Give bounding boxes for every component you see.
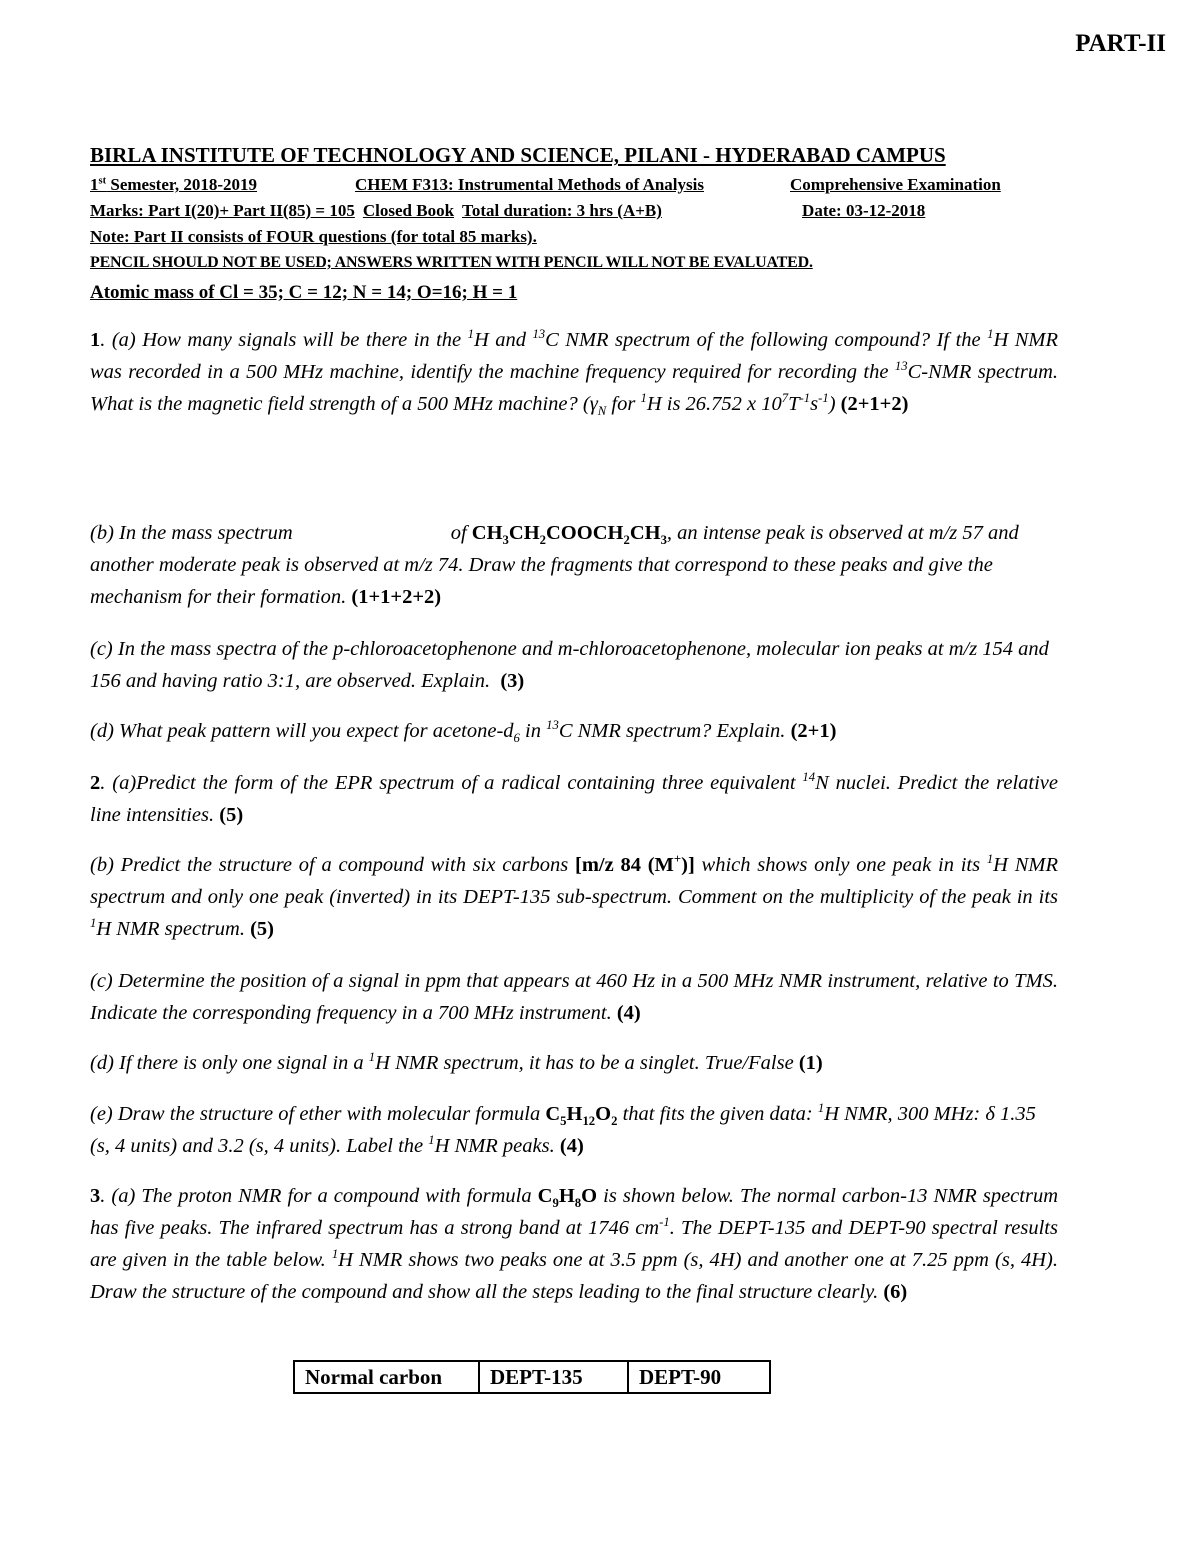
question-1c: (c) In the mass spectra of the p-chloroacetophenone and m-chloroacetophenone, molecular ion peaks at m/z 154 and 156 and having ratio 3:1, are observed. Explain. (3) — [90, 638, 1049, 692]
question-2e: (e) Draw the structure of ether with molecular formula $C_5H_{12}O_2$ that fits the given data: $^1$H NMR, 300 MHz: δ 1.35 (s, 4 units) and 3.2 (s, 4 units). Label the $^1$H NMR peaks. (4) — [90, 1101, 1036, 1157]
marks: Marks: Part I(20)+ Part II(85) = 105 — [90, 201, 355, 220]
question-1a: 1. (a) How many signals will be there in the $^1$H and $^{13}$C NMR spectrum of the following compound? If the $^1$H NMR was recorded in a 500 MHz machine, identify the machine frequency required for recording the $^{13}$C-NMR spectrum. What is the magnetic field strength of a 500 MHz machine? ($\gamma_N$ for $^1$H is 26.752 x $10^7T^{-1}s^{-1}$) (2+1+2) — [90, 327, 1059, 419]
semester-row — [90, 175, 1060, 195]
marks-row — [90, 201, 1060, 221]
part-label: PART-II — [1075, 30, 1166, 57]
closed-book: Closed Book — [362, 201, 455, 220]
question-2d: (d) If there is only one signal in a $^1$H NMR spectrum, it has to be a singlet. True/False (1) — [90, 1050, 823, 1074]
semester: 1st Semester, 2018-2019 — [90, 175, 258, 194]
exam-date: Date: 03-12-2018 — [802, 201, 926, 220]
atomic-mass: Atomic mass of Cl = 35; C = 12; N = 14; O=16; H = 1 — [90, 282, 518, 303]
header-dept-135: DEPT-135 — [479, 1361, 628, 1393]
table-header-row — [294, 1361, 770, 1393]
course-title: CHEM F313: Instrumental Methods of Analysis — [355, 175, 704, 194]
question-3a: 3. (a) The proton NMR for a compound with formula $C_9H_8O$ is shown below. The normal carbon-13 NMR spectrum has five peaks. The infrared spectrum has a strong band at 1746 $cm^{-1}$. The DEPT-135 and DEPT-90 spectral results are given in the table below. $^1$H NMR shows two peaks one at 3.5 ppm (s, 4H) and another one at 7.25 ppm (s, 4H). Draw the structure of the compound and show all the steps leading to the final structure clearly. (6) — [90, 1185, 1059, 1303]
header-normal-carbon: Normal carbon — [294, 1361, 479, 1393]
question-2b: (b) Predict the structure of a compound with six carbons [m/z 84 (M+)] which shows only one peak in its $^1$H NMR spectrum and only one peak (inverted) in its DEPT-135 sub-spectrum. Comment on the multiplicity of the peak in its $^1$H NMR spectrum. (5) — [90, 852, 1058, 940]
pencil-warning: PENCIL SHOULD NOT BE USED; ANSWERS WRITTEN WITH PENCIL WILL NOT BE EVALUATED. — [90, 254, 813, 271]
dept-table — [293, 1360, 771, 1394]
exam-type: Comprehensive Examination — [790, 175, 1001, 194]
question-1d: (d) What peak pattern will you expect for acetone-$d_6$ in $^{13}$C NMR spectrum? Explain. (2+1) — [90, 718, 837, 746]
header-dept-90: DEPT-90 — [628, 1361, 770, 1393]
duration: Total duration: 3 hrs (A+B) — [462, 201, 662, 220]
question-2c: (c) Determine the position of a signal in ppm that appears at 460 Hz in a 500 MHz NMR instrument, relative to TMS. Indicate the corresponding frequency in a 700 MHz instrument. (4) — [90, 970, 1058, 1024]
institute-title: BIRLA INSTITUTE OF TECHNOLOGY AND SCIENCE, PILANI - HYDERABAD CAMPUS — [90, 143, 946, 167]
question-1b: (b) In the mass spectrum of $CH_3CH_2COOCH_2CH_3$, an intense peak is observed at m/z 57 and another moderate peak is observed at m/z 74. Draw the fragments that correspond to these peaks and give the mechanism for their formation. (1+1+2+2) — [90, 522, 1019, 608]
question-2a: 2. (a)Predict the form of the EPR spectrum of a radical containing three equivalent $^{14}$N nuclei. Predict the relative line intensities. (5) — [90, 770, 1058, 826]
part-note: Note: Part II consists of FOUR questions (for total 85 marks). — [90, 227, 537, 246]
